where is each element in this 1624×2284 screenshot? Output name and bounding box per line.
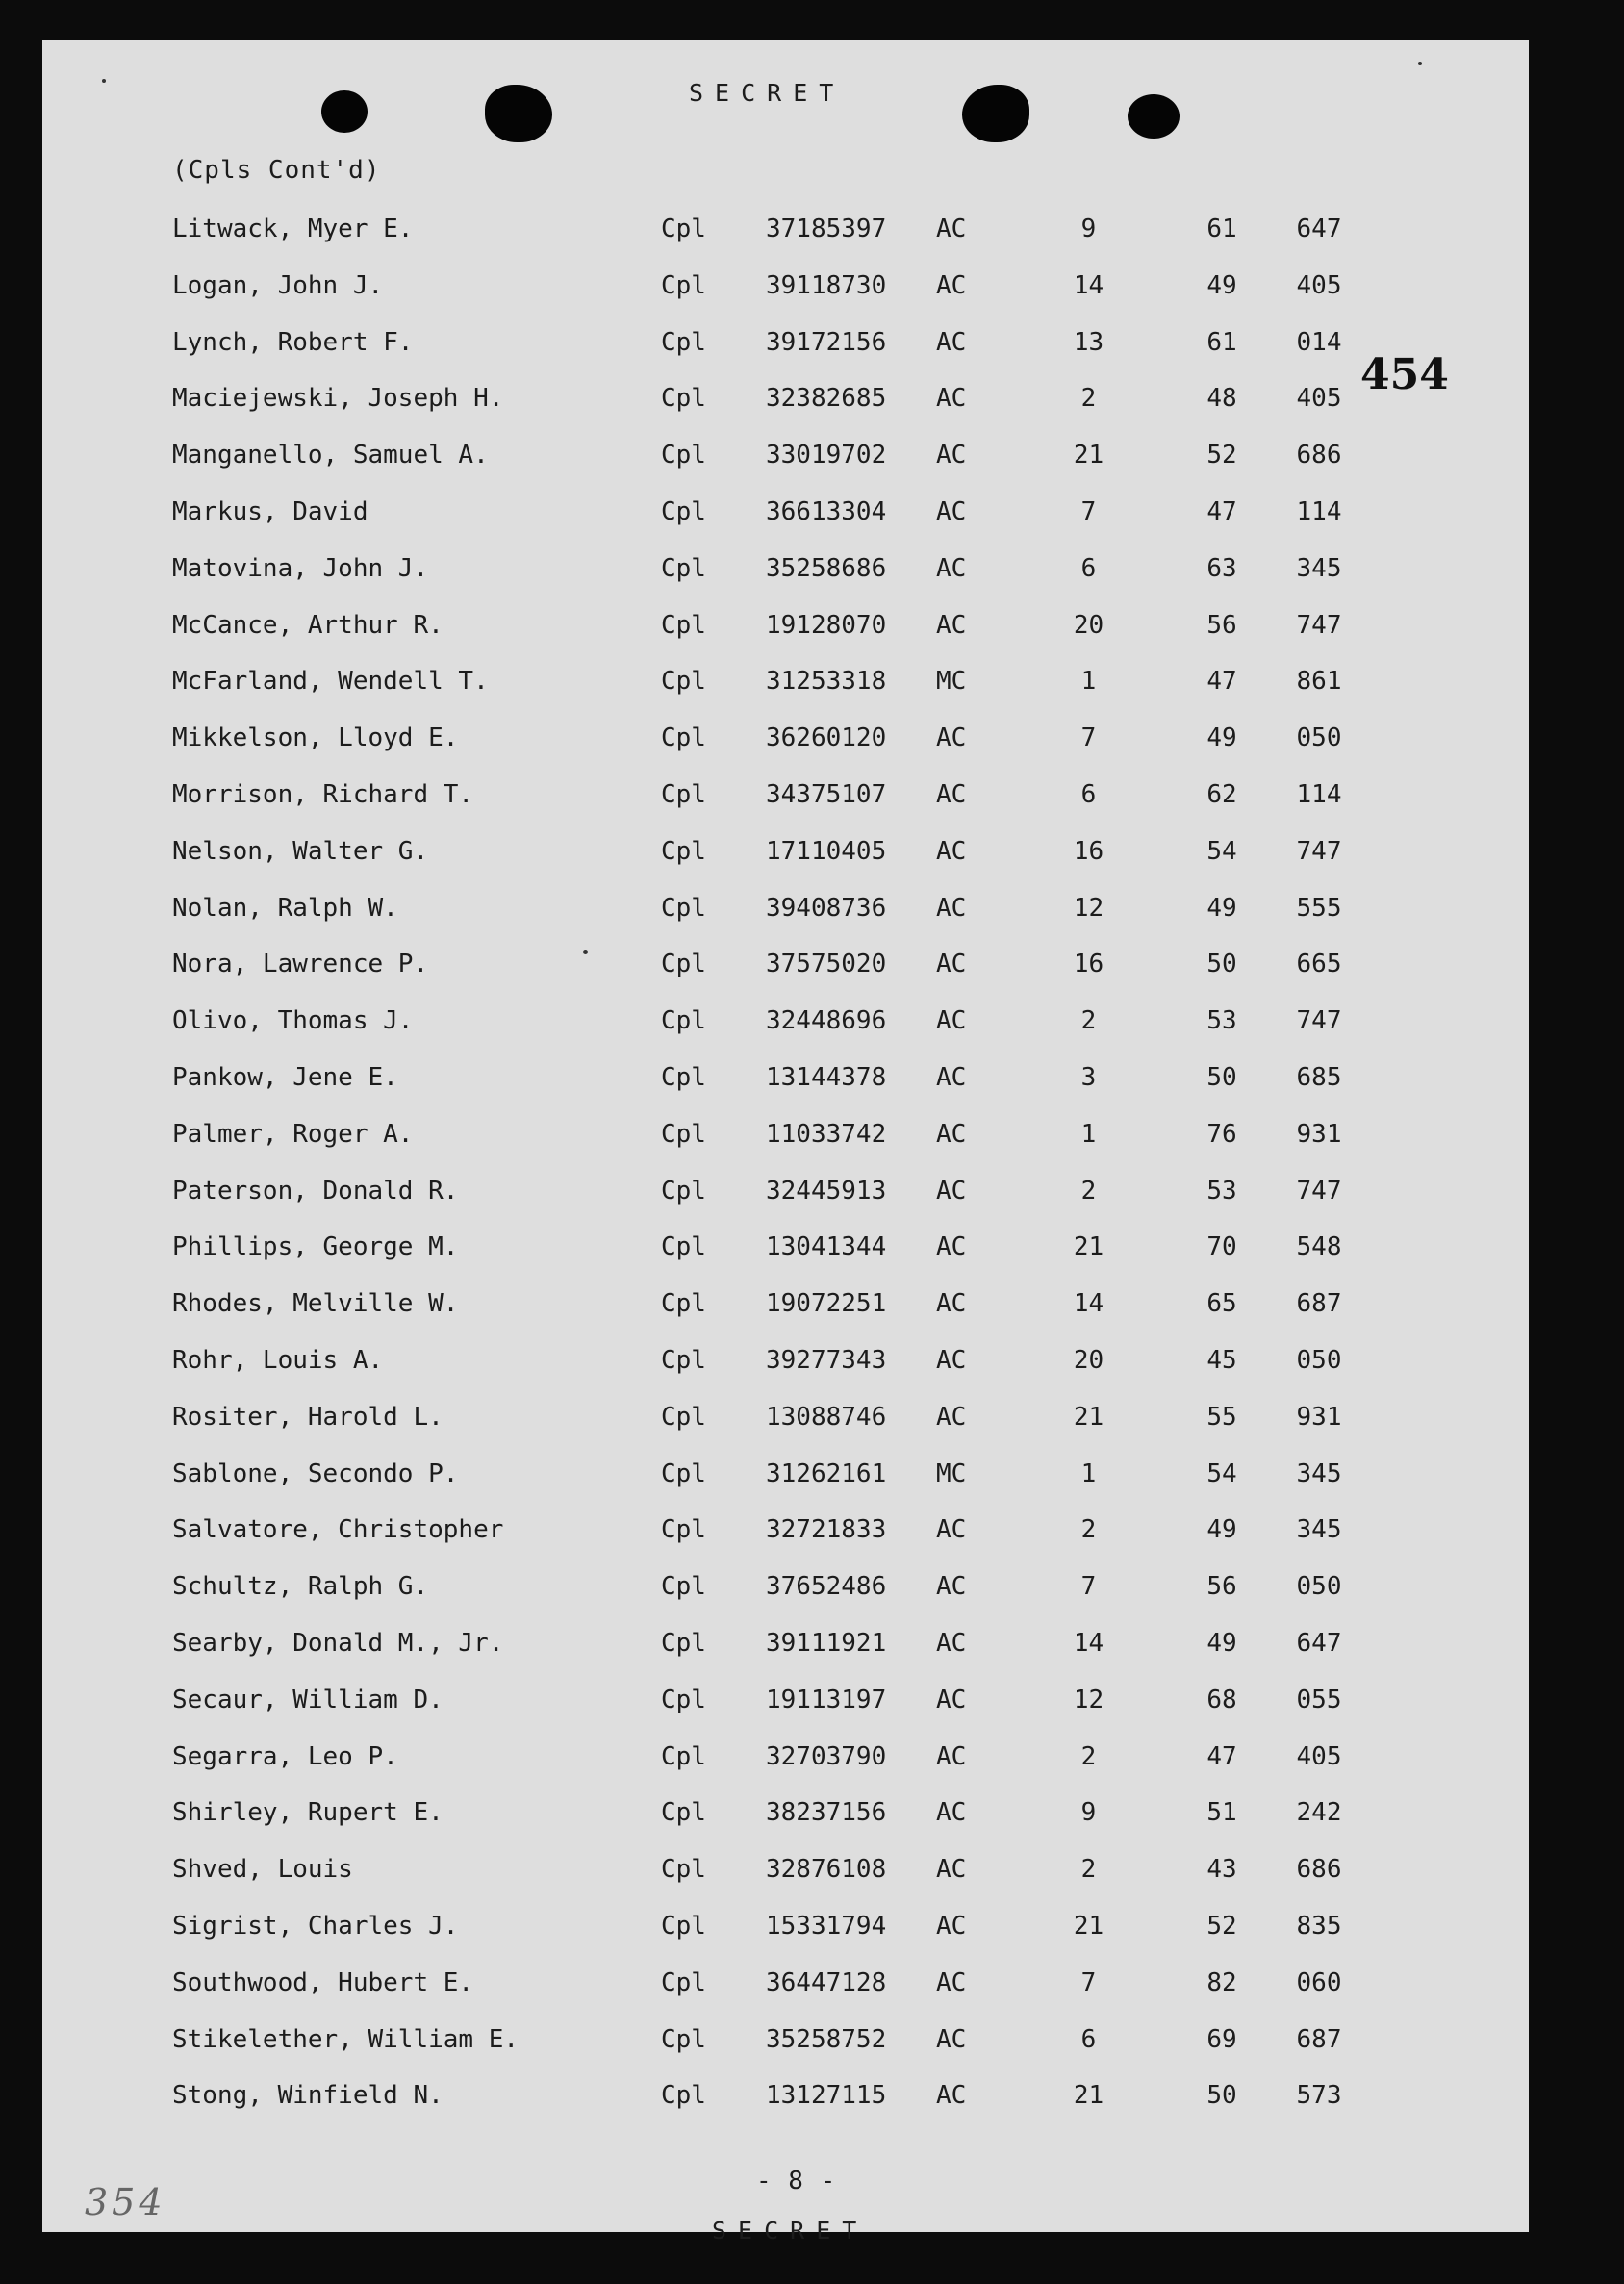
table-row bbox=[42, 328, 1529, 363]
roster-serial-number: 15331794 bbox=[766, 1912, 887, 1941]
roster-grade: Cpl bbox=[661, 1403, 706, 1432]
table-row bbox=[42, 950, 1529, 984]
roster-value-a: 21 bbox=[1073, 2081, 1104, 2110]
roster-name: Phillips, George M. bbox=[172, 1232, 459, 1261]
roster-value-b: 53 bbox=[1206, 1006, 1237, 1035]
roster-branch: AC bbox=[936, 1742, 967, 1771]
roster-value-c: 050 bbox=[1296, 1572, 1342, 1601]
roster-value-b: 50 bbox=[1206, 950, 1237, 978]
roster-value-c: 931 bbox=[1296, 1403, 1342, 1432]
roster-value-a: 1 bbox=[1080, 1120, 1097, 1149]
roster-branch: AC bbox=[936, 1686, 967, 1714]
roster-name: Searby, Donald M., Jr. bbox=[172, 1629, 504, 1658]
roster-name: Sigrist, Charles J. bbox=[172, 1912, 459, 1941]
roster-value-b: 70 bbox=[1206, 1232, 1237, 1261]
roster-grade: Cpl bbox=[661, 1006, 706, 1035]
punch-hole-left-smudged bbox=[485, 85, 552, 142]
paper-speck bbox=[1418, 62, 1422, 65]
roster-name: Stong, Winfield N. bbox=[172, 2081, 444, 2110]
roster-branch: MC bbox=[936, 667, 967, 696]
document-page bbox=[42, 40, 1529, 2245]
roster-value-a: 14 bbox=[1073, 1629, 1104, 1658]
roster-value-a: 21 bbox=[1073, 1232, 1104, 1261]
roster-value-b: 52 bbox=[1206, 1912, 1237, 1941]
roster-value-b: 56 bbox=[1206, 1572, 1237, 1601]
roster-branch: AC bbox=[936, 1968, 967, 1997]
roster-name: Markus, David bbox=[172, 497, 368, 526]
table-row bbox=[42, 1686, 1529, 1720]
handwritten-note: 354 bbox=[85, 2181, 166, 2223]
roster-serial-number: 36447128 bbox=[766, 1968, 887, 1997]
roster-value-b: 55 bbox=[1206, 1403, 1237, 1432]
roster-grade: Cpl bbox=[661, 384, 706, 413]
roster-branch: AC bbox=[936, 1798, 967, 1827]
roster-name: Maciejewski, Joseph H. bbox=[172, 384, 504, 413]
table-row bbox=[42, 1855, 1529, 1890]
roster-value-a: 6 bbox=[1080, 554, 1097, 583]
roster-grade: Cpl bbox=[661, 1289, 706, 1318]
roster-value-b: 62 bbox=[1206, 780, 1237, 809]
table-row bbox=[42, 1798, 1529, 1833]
roster-value-c: 687 bbox=[1296, 1289, 1342, 1318]
roster-value-a: 2 bbox=[1080, 384, 1097, 413]
roster-branch: AC bbox=[936, 837, 967, 866]
roster-value-b: 49 bbox=[1206, 894, 1237, 923]
table-row bbox=[42, 384, 1529, 419]
paper-speck bbox=[102, 79, 106, 83]
roster-name: Secaur, William D. bbox=[172, 1686, 444, 1714]
roster-serial-number: 37652486 bbox=[766, 1572, 887, 1601]
table-row bbox=[42, 1403, 1529, 1437]
roster-name: Southwood, Hubert E. bbox=[172, 1968, 474, 1997]
roster-value-b: 53 bbox=[1206, 1177, 1237, 1205]
roster-name: Olivo, Thomas J. bbox=[172, 1006, 414, 1035]
roster-grade: Cpl bbox=[661, 1742, 706, 1771]
roster-serial-number: 39118730 bbox=[766, 271, 887, 300]
roster-value-b: 49 bbox=[1206, 271, 1237, 300]
roster-grade: Cpl bbox=[661, 1120, 706, 1149]
roster-value-a: 1 bbox=[1080, 667, 1097, 696]
roster-grade: Cpl bbox=[661, 837, 706, 866]
roster-value-a: 12 bbox=[1073, 894, 1104, 923]
table-row bbox=[42, 1006, 1529, 1041]
roster-grade: Cpl bbox=[661, 2025, 706, 2054]
roster-value-c: 114 bbox=[1296, 497, 1342, 526]
roster-branch: AC bbox=[936, 1515, 967, 1544]
roster-serial-number: 32703790 bbox=[766, 1742, 887, 1771]
roster-value-c: 555 bbox=[1296, 894, 1342, 923]
roster-value-c: 345 bbox=[1296, 554, 1342, 583]
roster-value-c: 548 bbox=[1296, 1232, 1342, 1261]
roster-grade: Cpl bbox=[661, 1515, 706, 1544]
roster-grade: Cpl bbox=[661, 1686, 706, 1714]
table-row bbox=[42, 1742, 1529, 1777]
roster-branch: AC bbox=[936, 611, 967, 640]
header-classification: SECRET bbox=[689, 79, 846, 107]
roster-grade: Cpl bbox=[661, 1855, 706, 1884]
roster-value-b: 76 bbox=[1206, 1120, 1237, 1149]
roster-value-c: 647 bbox=[1296, 215, 1342, 243]
roster-branch: AC bbox=[936, 554, 967, 583]
roster-serial-number: 32876108 bbox=[766, 1855, 887, 1884]
roster-name: McCance, Arthur R. bbox=[172, 611, 444, 640]
roster-branch: AC bbox=[936, 271, 967, 300]
page-number: - 8 - bbox=[756, 2167, 837, 2195]
roster-grade: Cpl bbox=[661, 1798, 706, 1827]
roster-value-c: 014 bbox=[1296, 328, 1342, 357]
roster-serial-number: 35258752 bbox=[766, 2025, 887, 2054]
roster-value-b: 54 bbox=[1206, 1459, 1237, 1488]
roster-value-b: 69 bbox=[1206, 2025, 1237, 2054]
roster-branch: AC bbox=[936, 1289, 967, 1318]
roster-value-c: 665 bbox=[1296, 950, 1342, 978]
roster-grade: Cpl bbox=[661, 554, 706, 583]
roster-value-a: 7 bbox=[1080, 1572, 1097, 1601]
roster-name: Logan, John J. bbox=[172, 271, 384, 300]
roster-grade: Cpl bbox=[661, 1629, 706, 1658]
roster-value-b: 82 bbox=[1206, 1968, 1237, 1997]
roster-name: Morrison, Richard T. bbox=[172, 780, 474, 809]
table-row bbox=[42, 723, 1529, 758]
roster-branch: AC bbox=[936, 215, 967, 243]
roster-grade: Cpl bbox=[661, 611, 706, 640]
roster-name: Stikelether, William E. bbox=[172, 2025, 520, 2054]
roster-value-c: 747 bbox=[1296, 611, 1342, 640]
roster-branch: AC bbox=[936, 1063, 967, 1092]
roster-value-c: 055 bbox=[1296, 1686, 1342, 1714]
table-row bbox=[42, 1459, 1529, 1494]
roster-serial-number: 39277343 bbox=[766, 1346, 887, 1375]
table-row bbox=[42, 611, 1529, 646]
roster-name: Rohr, Louis A. bbox=[172, 1346, 384, 1375]
roster-value-c: 747 bbox=[1296, 837, 1342, 866]
roster-value-c: 747 bbox=[1296, 1006, 1342, 1035]
roster-branch: MC bbox=[936, 1459, 967, 1488]
roster-branch: AC bbox=[936, 1572, 967, 1601]
roster-value-c: 931 bbox=[1296, 1120, 1342, 1149]
roster-name: Pankow, Jene E. bbox=[172, 1063, 398, 1092]
roster-value-c: 835 bbox=[1296, 1912, 1342, 1941]
roster-branch: AC bbox=[936, 384, 967, 413]
roster-branch: AC bbox=[936, 1629, 967, 1658]
roster-name: Litwack, Myer E. bbox=[172, 215, 414, 243]
roster-serial-number: 37185397 bbox=[766, 215, 887, 243]
roster-branch: AC bbox=[936, 894, 967, 923]
roster-value-a: 7 bbox=[1080, 497, 1097, 526]
roster-value-b: 68 bbox=[1206, 1686, 1237, 1714]
roster-serial-number: 38237156 bbox=[766, 1798, 887, 1827]
roster-value-c: 647 bbox=[1296, 1629, 1342, 1658]
roster-value-a: 13 bbox=[1073, 328, 1104, 357]
roster-serial-number: 33019702 bbox=[766, 441, 887, 469]
roster-value-b: 49 bbox=[1206, 1629, 1237, 1658]
roster-branch: AC bbox=[936, 1232, 967, 1261]
roster-grade: Cpl bbox=[661, 1912, 706, 1941]
table-row bbox=[42, 2081, 1529, 2116]
punch-hole-left bbox=[321, 90, 368, 133]
roster-name: Salvatore, Christopher bbox=[172, 1515, 504, 1544]
roster-value-a: 20 bbox=[1073, 1346, 1104, 1375]
roster-name: Matovina, John J. bbox=[172, 554, 429, 583]
roster-value-b: 47 bbox=[1206, 497, 1237, 526]
roster-value-a: 2 bbox=[1080, 1177, 1097, 1205]
footer-classification: SECRET bbox=[712, 2217, 869, 2245]
roster-value-c: 685 bbox=[1296, 1063, 1342, 1092]
roster-grade: Cpl bbox=[661, 1232, 706, 1261]
roster-branch: AC bbox=[936, 723, 967, 752]
punch-hole-right-smudged bbox=[962, 85, 1029, 142]
table-row bbox=[42, 1346, 1529, 1381]
roster-value-b: 61 bbox=[1206, 215, 1237, 243]
table-row bbox=[42, 1289, 1529, 1324]
roster-serial-number: 19072251 bbox=[766, 1289, 887, 1318]
roster-value-b: 56 bbox=[1206, 611, 1237, 640]
roster-value-a: 6 bbox=[1080, 2025, 1097, 2054]
table-row bbox=[42, 1572, 1529, 1607]
roster-serial-number: 37575020 bbox=[766, 950, 887, 978]
roster-value-c: 345 bbox=[1296, 1459, 1342, 1488]
roster-serial-number: 11033742 bbox=[766, 1120, 887, 1149]
table-row bbox=[42, 441, 1529, 475]
roster-branch: AC bbox=[936, 1912, 967, 1941]
roster-value-a: 21 bbox=[1073, 1403, 1104, 1432]
roster-value-b: 51 bbox=[1206, 1798, 1237, 1827]
roster-serial-number: 13127115 bbox=[766, 2081, 887, 2110]
roster-serial-number: 34375107 bbox=[766, 780, 887, 809]
roster-value-a: 16 bbox=[1073, 950, 1104, 978]
roster-serial-number: 39111921 bbox=[766, 1629, 887, 1658]
roster-value-c: 114 bbox=[1296, 780, 1342, 809]
roster-value-c: 050 bbox=[1296, 723, 1342, 752]
roster-name: Nolan, Ralph W. bbox=[172, 894, 398, 923]
table-row bbox=[42, 2025, 1529, 2060]
roster-name: Nora, Lawrence P. bbox=[172, 950, 429, 978]
roster-grade: Cpl bbox=[661, 1177, 706, 1205]
roster-value-b: 48 bbox=[1206, 384, 1237, 413]
roster-serial-number: 32445913 bbox=[766, 1177, 887, 1205]
roster-value-a: 14 bbox=[1073, 271, 1104, 300]
roster-name: McFarland, Wendell T. bbox=[172, 667, 489, 696]
roster-branch: AC bbox=[936, 328, 967, 357]
table-row bbox=[42, 894, 1529, 928]
roster-branch: AC bbox=[936, 497, 967, 526]
roster-branch: AC bbox=[936, 1346, 967, 1375]
roster-value-a: 7 bbox=[1080, 1968, 1097, 1997]
table-row bbox=[42, 554, 1529, 589]
roster-serial-number: 32448696 bbox=[766, 1006, 887, 1035]
roster-serial-number: 32721833 bbox=[766, 1515, 887, 1544]
roster-name: Lynch, Robert F. bbox=[172, 328, 414, 357]
roster-value-a: 21 bbox=[1073, 1912, 1104, 1941]
table-row bbox=[42, 1968, 1529, 2003]
roster-serial-number: 19128070 bbox=[766, 611, 887, 640]
roster-grade: Cpl bbox=[661, 497, 706, 526]
roster-grade: Cpl bbox=[661, 328, 706, 357]
roster-value-b: 45 bbox=[1206, 1346, 1237, 1375]
roster-serial-number: 31253318 bbox=[766, 667, 887, 696]
page-stamp-number: 454 bbox=[1360, 350, 1449, 399]
roster-name: Rhodes, Melville W. bbox=[172, 1289, 459, 1318]
roster-serial-number: 31262161 bbox=[766, 1459, 887, 1488]
roster-serial-number: 17110405 bbox=[766, 837, 887, 866]
roster-serial-number: 35258686 bbox=[766, 554, 887, 583]
roster-branch: AC bbox=[936, 1177, 967, 1205]
roster-branch: AC bbox=[936, 950, 967, 978]
roster-grade: Cpl bbox=[661, 667, 706, 696]
punch-hole-right bbox=[1128, 94, 1180, 139]
roster-grade: Cpl bbox=[661, 1968, 706, 1997]
roster-grade: Cpl bbox=[661, 1063, 706, 1092]
roster-value-a: 12 bbox=[1073, 1686, 1104, 1714]
table-row bbox=[42, 837, 1529, 872]
roster-grade: Cpl bbox=[661, 271, 706, 300]
roster-value-a: 2 bbox=[1080, 1515, 1097, 1544]
roster-grade: Cpl bbox=[661, 723, 706, 752]
roster-value-c: 405 bbox=[1296, 271, 1342, 300]
table-row bbox=[42, 667, 1529, 701]
roster-branch: AC bbox=[936, 2081, 967, 2110]
roster-value-a: 2 bbox=[1080, 1006, 1097, 1035]
roster-branch: AC bbox=[936, 1006, 967, 1035]
table-row bbox=[42, 215, 1529, 249]
roster-name: Paterson, Donald R. bbox=[172, 1177, 459, 1205]
roster-value-c: 060 bbox=[1296, 1968, 1342, 1997]
roster-value-b: 49 bbox=[1206, 1515, 1237, 1544]
roster-serial-number: 13088746 bbox=[766, 1403, 887, 1432]
roster-serial-number: 39172156 bbox=[766, 328, 887, 357]
roster-grade: Cpl bbox=[661, 441, 706, 469]
table-row bbox=[42, 1232, 1529, 1267]
roster-value-c: 687 bbox=[1296, 2025, 1342, 2054]
roster-serial-number: 36260120 bbox=[766, 723, 887, 752]
roster-value-b: 50 bbox=[1206, 1063, 1237, 1092]
continuation-label: (Cpls Cont'd) bbox=[172, 156, 381, 185]
roster-value-b: 52 bbox=[1206, 441, 1237, 469]
roster-value-b: 49 bbox=[1206, 723, 1237, 752]
roster-grade: Cpl bbox=[661, 950, 706, 978]
roster-branch: AC bbox=[936, 780, 967, 809]
roster-grade: Cpl bbox=[661, 780, 706, 809]
roster-value-a: 2 bbox=[1080, 1855, 1097, 1884]
roster-value-a: 3 bbox=[1080, 1063, 1097, 1092]
roster-value-c: 573 bbox=[1296, 2081, 1342, 2110]
roster-value-b: 50 bbox=[1206, 2081, 1237, 2110]
roster-name: Sablone, Secondo P. bbox=[172, 1459, 459, 1488]
roster-branch: AC bbox=[936, 2025, 967, 2054]
table-row bbox=[42, 1912, 1529, 1946]
table-row bbox=[42, 1120, 1529, 1155]
roster-value-a: 1 bbox=[1080, 1459, 1097, 1488]
roster-grade: Cpl bbox=[661, 894, 706, 923]
roster-name: Nelson, Walter G. bbox=[172, 837, 429, 866]
roster-value-b: 43 bbox=[1206, 1855, 1237, 1884]
roster-grade: Cpl bbox=[661, 215, 706, 243]
roster-value-a: 21 bbox=[1073, 441, 1104, 469]
roster-grade: Cpl bbox=[661, 1346, 706, 1375]
table-row bbox=[42, 271, 1529, 306]
roster-name: Mikkelson, Lloyd E. bbox=[172, 723, 459, 752]
roster-branch: AC bbox=[936, 1855, 967, 1884]
roster-value-a: 7 bbox=[1080, 723, 1097, 752]
roster-value-c: 686 bbox=[1296, 1855, 1342, 1884]
table-row bbox=[42, 497, 1529, 532]
roster-serial-number: 36613304 bbox=[766, 497, 887, 526]
roster-value-b: 54 bbox=[1206, 837, 1237, 866]
roster-name: Schultz, Ralph G. bbox=[172, 1572, 429, 1601]
roster-serial-number: 39408736 bbox=[766, 894, 887, 923]
roster-value-a: 16 bbox=[1073, 837, 1104, 866]
roster-name: Shved, Louis bbox=[172, 1855, 353, 1884]
roster-branch: AC bbox=[936, 1403, 967, 1432]
roster-value-c: 242 bbox=[1296, 1798, 1342, 1827]
roster-branch: AC bbox=[936, 441, 967, 469]
roster-value-a: 14 bbox=[1073, 1289, 1104, 1318]
roster-branch: AC bbox=[936, 1120, 967, 1149]
roster-grade: Cpl bbox=[661, 1459, 706, 1488]
roster-value-b: 61 bbox=[1206, 328, 1237, 357]
roster-value-c: 345 bbox=[1296, 1515, 1342, 1544]
table-row bbox=[42, 1177, 1529, 1211]
roster-value-a: 9 bbox=[1080, 215, 1097, 243]
roster-value-c: 686 bbox=[1296, 441, 1342, 469]
roster-name: Shirley, Rupert E. bbox=[172, 1798, 444, 1827]
roster-value-b: 47 bbox=[1206, 667, 1237, 696]
roster-value-a: 6 bbox=[1080, 780, 1097, 809]
roster-value-b: 65 bbox=[1206, 1289, 1237, 1318]
roster-serial-number: 13041344 bbox=[766, 1232, 887, 1261]
roster-value-c: 747 bbox=[1296, 1177, 1342, 1205]
table-row bbox=[42, 1629, 1529, 1663]
roster-value-a: 20 bbox=[1073, 611, 1104, 640]
roster-grade: Cpl bbox=[661, 2081, 706, 2110]
roster-value-c: 861 bbox=[1296, 667, 1342, 696]
roster-name: Manganello, Samuel A. bbox=[172, 441, 489, 469]
roster-value-c: 405 bbox=[1296, 384, 1342, 413]
roster-value-c: 405 bbox=[1296, 1742, 1342, 1771]
table-row bbox=[42, 780, 1529, 815]
roster-name: Rositer, Harold L. bbox=[172, 1403, 444, 1432]
roster-name: Palmer, Roger A. bbox=[172, 1120, 414, 1149]
table-row bbox=[42, 1515, 1529, 1550]
roster-value-a: 2 bbox=[1080, 1742, 1097, 1771]
roster-grade: Cpl bbox=[661, 1572, 706, 1601]
roster-value-b: 47 bbox=[1206, 1742, 1237, 1771]
roster-value-a: 9 bbox=[1080, 1798, 1097, 1827]
table-row bbox=[42, 1063, 1529, 1098]
roster-serial-number: 32382685 bbox=[766, 384, 887, 413]
roster-value-b: 63 bbox=[1206, 554, 1237, 583]
roster-name: Segarra, Leo P. bbox=[172, 1742, 398, 1771]
roster-value-c: 050 bbox=[1296, 1346, 1342, 1375]
roster-serial-number: 13144378 bbox=[766, 1063, 887, 1092]
roster-serial-number: 19113197 bbox=[766, 1686, 887, 1714]
